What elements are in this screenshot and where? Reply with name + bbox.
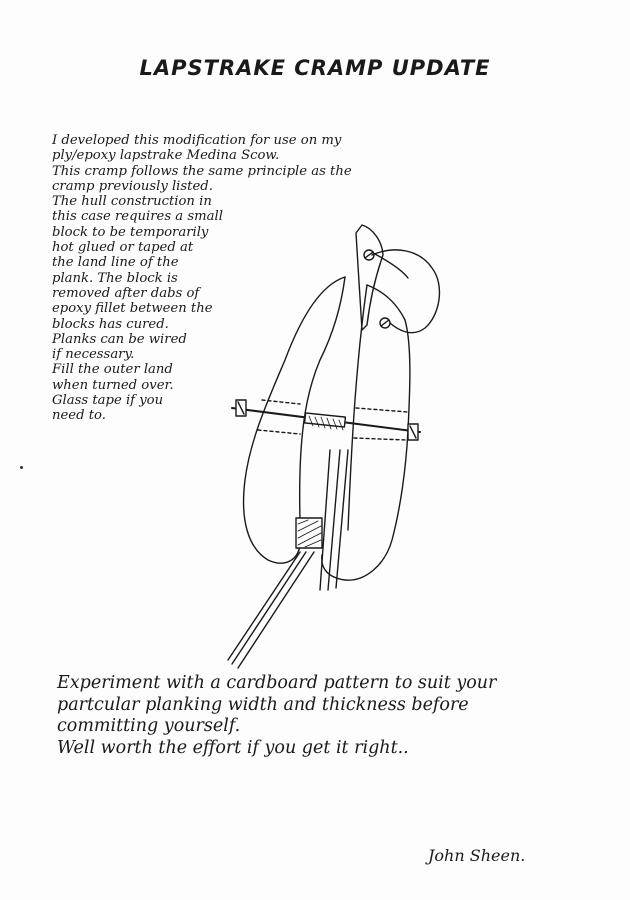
intro-line: removed after dabs of (52, 285, 200, 301)
intro-line: blocks has cured. (52, 316, 169, 332)
footer-line: partcular planking width and thickness before (57, 694, 469, 715)
intro-line: when turned over. (52, 377, 174, 393)
intro-line: epoxy fillet between the (52, 301, 213, 317)
intro-line: Glass tape if you (52, 393, 164, 409)
intro-line: cramp previously listed. (52, 178, 213, 194)
intro-line: plank. The block is (52, 270, 178, 286)
right-jaw-outline (322, 285, 410, 580)
footer-line: committing yourself. (57, 716, 241, 736)
intro-line: hot glued or taped at (52, 240, 194, 256)
author-signature: John Sheen. (428, 846, 526, 865)
intro-line: The hull construction in (52, 194, 212, 210)
dashed-line-lower-left (258, 430, 300, 434)
footer-paragraph (57, 673, 496, 759)
intro-line: the land line of the (52, 255, 179, 271)
intro-line: need to. (52, 408, 106, 424)
intro-line: This cramp follows the same principle as the (52, 163, 352, 179)
intro-line: I developed this modification for use on my (52, 133, 342, 148)
intro-line: if necessary. (52, 347, 135, 363)
intro-line: Planks can be wired (52, 331, 187, 347)
intro-line: Fill the outer land (52, 362, 173, 378)
land-block (296, 518, 322, 548)
dashed-line-upper-right (356, 408, 408, 412)
intro-line: block to be temporarily (52, 224, 209, 240)
plank-diagonal (228, 552, 314, 668)
dashed-line-lower-right (354, 438, 406, 440)
intro-line: this case requires a small (52, 209, 223, 225)
lever-arm (356, 225, 383, 330)
footer-line: Experiment with a cardboard pattern to suit your (57, 673, 497, 693)
intro-line: ply/epoxy lapstrake Medina Scow. (52, 148, 280, 164)
document-title: LAPSTRAKE CRAMP UPDATE (139, 56, 491, 80)
footer-line: Well worth the effort if you get it right.. (57, 737, 409, 758)
